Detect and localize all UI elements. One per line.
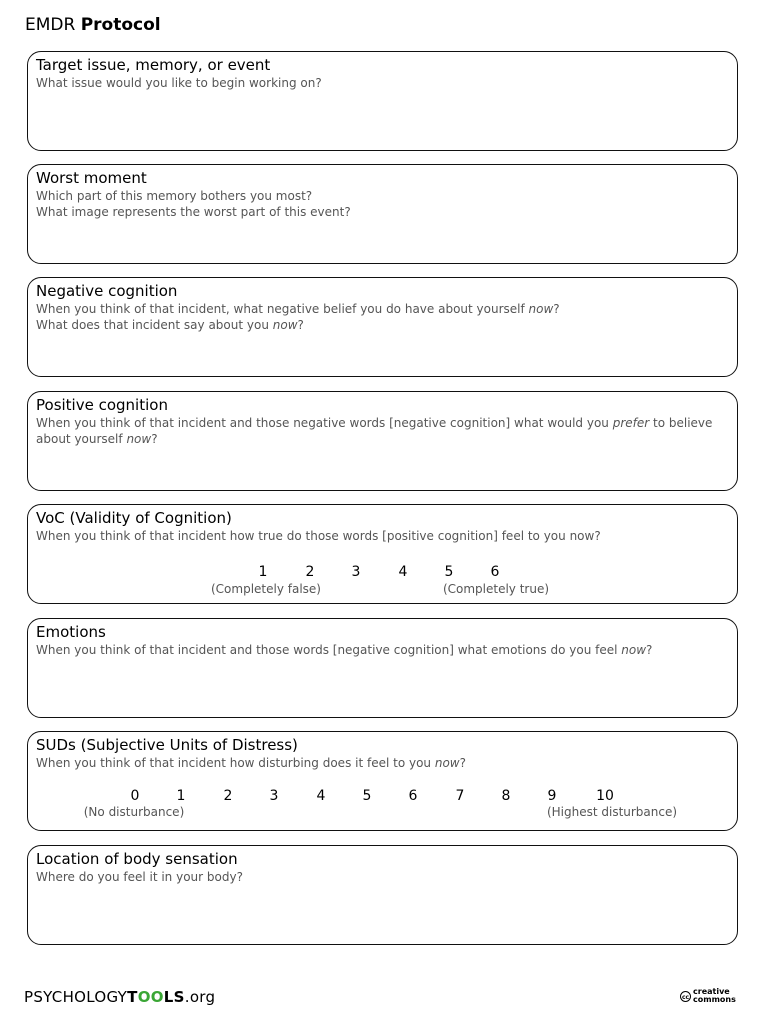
section-target-issue[interactable] (27, 51, 738, 151)
section-negative-cognition[interactable] (27, 277, 738, 377)
title-emdr: EMDR (25, 15, 76, 35)
section-title: Emotions (36, 623, 106, 641)
suds-scale-number[interactable]: 4 (316, 788, 326, 804)
gear-icon: OO (137, 988, 164, 1006)
suds-scale-number[interactable]: 10 (596, 788, 614, 804)
cc-icon: cc (680, 991, 691, 1002)
voc-scale-number[interactable]: 4 (398, 564, 408, 580)
section-emotions[interactable] (27, 618, 738, 718)
section-voc[interactable] (27, 504, 738, 604)
question-line: When you think of that incident how disturbing does it feel to you now? (36, 756, 466, 770)
suds-scale-number[interactable]: 1 (176, 788, 186, 804)
question-line: Where do you feel it in your body? (36, 870, 243, 884)
suds-scale-number[interactable]: 5 (362, 788, 372, 804)
creative-commons-logo[interactable]: cc creative commons (681, 987, 736, 1004)
voc-scale-number[interactable]: 6 (490, 564, 500, 580)
voc-high-label: (Completely true) (442, 582, 550, 596)
question-line: What does that incident say about you now? (36, 318, 304, 332)
voc-scale-number[interactable]: 3 (351, 564, 361, 580)
suds-scale-number[interactable]: 2 (223, 788, 233, 804)
suds-scale-number[interactable]: 7 (455, 788, 465, 804)
question-line: about yourself now? (36, 432, 158, 446)
section-title: Location of body sensation (36, 850, 238, 868)
question-line: When you think of that incident, what negative belief you do have about yourself now? (36, 302, 560, 316)
suds-scale-number[interactable]: 8 (501, 788, 511, 804)
suds-scale-number[interactable]: 0 (130, 788, 140, 804)
section-title: Target issue, memory, or event (36, 56, 271, 74)
section-title: SUDs (Subjective Units of Distress) (36, 736, 298, 754)
psychologytools-logo[interactable]: PSYCHOLOGYTOOLS.org (24, 988, 216, 1006)
section-body-sensation[interactable] (27, 845, 738, 945)
question-line: Which part of this memory bothers you most? (36, 189, 313, 203)
voc-scale-number[interactable]: 1 (258, 564, 268, 580)
voc-scale-number[interactable]: 2 (305, 564, 315, 580)
question-line: When you think of that incident how true do those words [positive cognition] feel to you now? (36, 529, 601, 543)
section-suds[interactable] (27, 731, 738, 831)
section-title: VoC (Validity of Cognition) (36, 509, 232, 527)
page-title (25, 15, 161, 35)
voc-scale-number[interactable]: 5 (444, 564, 454, 580)
section-title: Negative cognition (36, 282, 178, 300)
title-protocol: Protocol (80, 15, 161, 35)
section-worst-moment[interactable] (27, 164, 738, 264)
voc-low-label: (Completely false) (211, 582, 321, 596)
question-line: What image represents the worst part of this event? (36, 205, 351, 219)
suds-scale-number[interactable]: 3 (269, 788, 279, 804)
suds-scale-number[interactable]: 6 (408, 788, 418, 804)
suds-high-label: (Highest disturbance) (546, 805, 678, 819)
question-line: When you think of that incident and those negative words [negative cognition] what would you prefer to believe (36, 416, 713, 430)
section-title: Positive cognition (36, 396, 168, 414)
section-positive-cognition[interactable] (27, 391, 738, 491)
suds-scale-number[interactable]: 9 (547, 788, 557, 804)
question-line: What issue would you like to begin working on? (36, 76, 322, 90)
section-title: Worst moment (36, 169, 147, 187)
suds-low-label: (No disturbance) (83, 805, 185, 819)
question-line: When you think of that incident and those words [negative cognition] what emotions do you feel now? (36, 643, 653, 657)
